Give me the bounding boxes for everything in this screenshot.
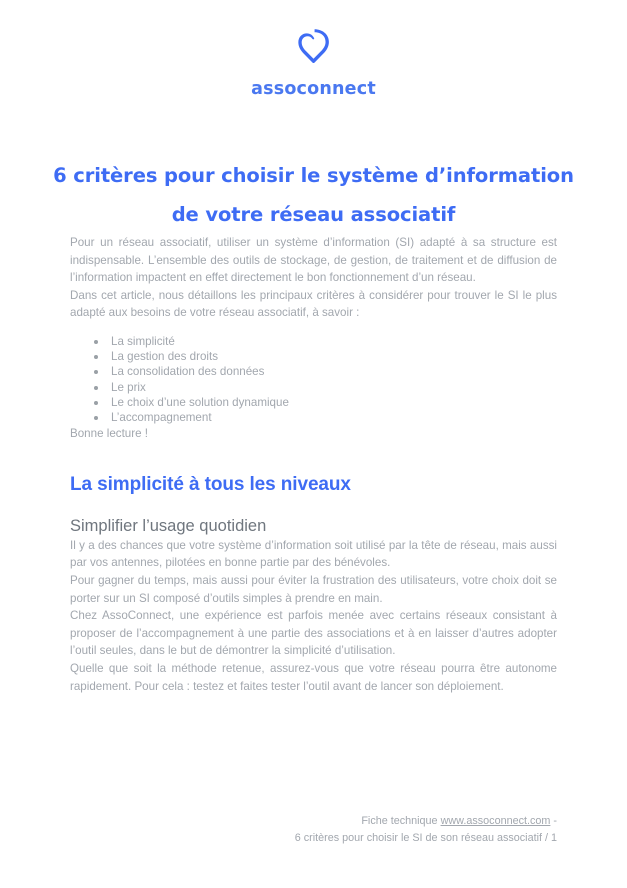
page-title [0,99,627,234]
intro-paragraph-1: Pour un réseau associatif, utiliser un système d’information (SI) adapté à sa structure est indispensable. L’ensemble des outils de stockage, de gestion, de traitement et de diffusion de l’information impactent en effet directement le bon fonctionnement d’un réseau. [70,236,557,285]
list-item: L’accompagnement [94,410,557,425]
page-footer [0,813,627,846]
footer-prefix: Fiche technique [361,815,441,827]
section-paragraph-1: Il y a des chances que votre système d’information soit utilisé par la tête de réseau, mais aussi par vos antennes, pilotées en bonne partie par des bénévoles. [70,538,557,570]
document-body [0,234,627,695]
list-item: Le choix d’une solution dynamique [94,395,557,410]
brand-header [0,0,627,99]
footer-suffix: - [550,815,557,827]
brand-wordmark: assoconnect [251,79,376,99]
section-heading: La simplicité à tous les niveaux [70,473,351,495]
criteria-list [70,334,557,425]
intro-closing-line: Bonne lecture ! [70,427,148,441]
footer-line-2: 6 critères pour choisir le SI de son réseau associatif / 1 [294,831,557,844]
assoconnect-logo-icon [293,28,335,72]
list-item: La consolidation des données [94,364,557,379]
footer-website-link[interactable]: www.assoconnect.com [440,815,551,827]
section-paragraph-2: Pour gagner du temps, mais aussi pour éviter la frustration des utilisateurs, votre choix doit se porter sur un SI composé d’outils simples à prendre en main. [70,573,557,605]
list-item: La simplicité [94,334,557,349]
page-title-line-1: 6 critères pour choisir le système d’information [53,164,574,187]
section-paragraph-4: Quelle que soit la méthode retenue, assurez-vous que votre réseau pourra être autonome rapidement. Pour cela : testez et faites tester l’outil avant de lancer son déploiement. [70,661,557,693]
footer-line-1 [0,813,557,830]
section-subheading: Simplifier l’usage quotidien [70,516,267,535]
intro-paragraph-2: Dans cet article, nous détaillons les principaux critères à considérer pour trouver le SI le plus adapté aux besoins de votre réseau associatif, à savoir : [70,288,557,320]
page-title-line-2: de votre réseau associatif [171,203,456,226]
list-item: La gestion des droits [94,349,557,364]
list-item: Le prix [94,380,557,395]
section-paragraph-3: Chez AssoConnect, une expérience est parfois menée avec certains réseaux consistant à proposer de l’accompagnement à une partie des associations et à en laisser d’autres adopter l’outil seules, dans le but de démontrer la simplicité d’utilisation. [70,609,557,658]
